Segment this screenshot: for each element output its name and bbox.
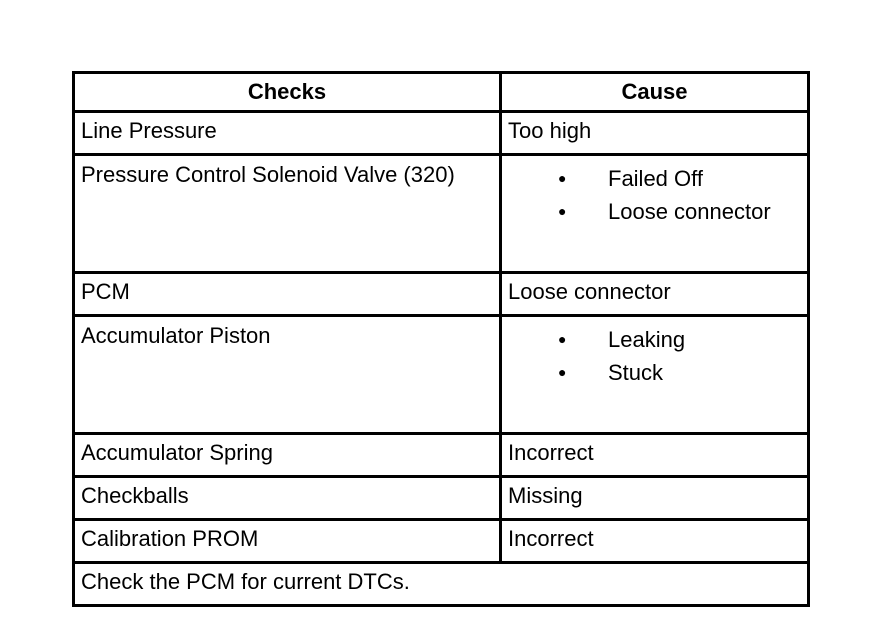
cause-cell [501,316,809,434]
cause-cell: Loose connector [501,273,809,316]
cause-cell: Incorrect [501,434,809,477]
diagnosis-table [72,71,810,607]
cause-list [508,323,801,389]
table-row [74,520,809,563]
table-row [74,112,809,155]
table-header-row [74,73,809,112]
note-cell: Check the PCM for current DTCs. [74,563,809,606]
cause-cell [501,155,809,273]
check-cell: Calibration PROM [74,520,501,563]
header-checks: Checks [74,73,501,112]
check-cell: PCM [74,273,501,316]
list-item: ● Stuck [508,356,801,389]
check-cell: Checkballs [74,477,501,520]
cause-cell: Missing [501,477,809,520]
header-cause: Cause [501,73,809,112]
check-cell: Accumulator Spring [74,434,501,477]
cause-cell: Too high [501,112,809,155]
table-row [74,155,809,273]
table-row [74,316,809,434]
table-row [74,273,809,316]
check-cell: Line Pressure [74,112,501,155]
cause-list [508,162,801,228]
check-cell: Pressure Control Solenoid Valve (320) [74,155,501,273]
list-item: ● Loose connector [508,195,801,228]
table-note-row [74,563,809,606]
table-row [74,477,809,520]
list-item: ● Failed Off [508,162,801,195]
cause-cell: Incorrect [501,520,809,563]
table-row [74,434,809,477]
list-item: ● Leaking [508,323,801,356]
check-cell: Accumulator Piston [74,316,501,434]
